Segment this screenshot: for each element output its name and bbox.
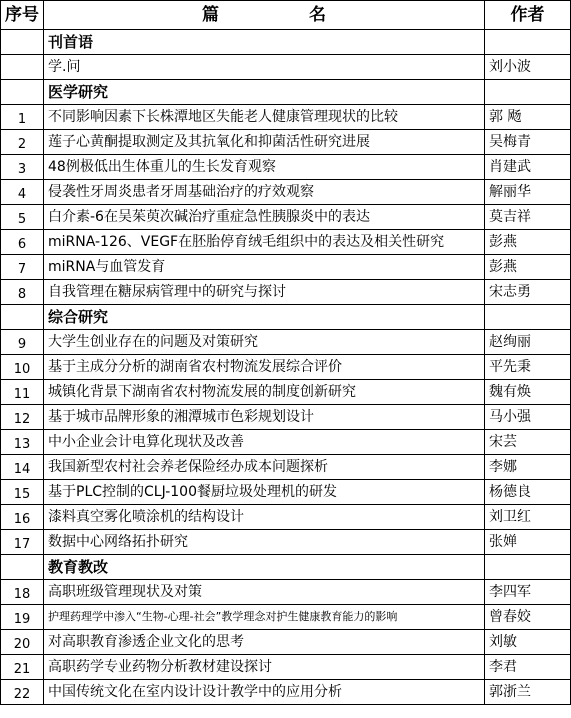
- row-title: 学.问: [44, 55, 485, 80]
- row-title: 我国新型农村社会养老保险经办成本问题探析: [44, 455, 485, 480]
- table-row: [1, 505, 571, 530]
- row-author: 李四军: [485, 580, 571, 605]
- table-row: [1, 55, 571, 80]
- section-title: 综合研究: [44, 305, 485, 330]
- row-author: 曾春姣: [485, 605, 571, 630]
- row-title: 莲子心黄酮提取测定及其抗氧化和抑菌活性研究进展: [44, 130, 485, 155]
- row-title: 基于PLC控制的CLJ-100餐厨垃圾处理机的研发: [44, 480, 485, 505]
- table-row: [1, 455, 571, 480]
- row-author: 平先秉: [485, 355, 571, 380]
- row-author: 宋芸: [485, 430, 571, 455]
- row-title: 大学生创业存在的问题及对策研究: [44, 330, 485, 355]
- table-row: [1, 580, 571, 605]
- row-seq: 5: [1, 205, 44, 230]
- row-author: [485, 555, 571, 580]
- section-title: 刊首语: [44, 30, 485, 55]
- row-title: 漆料真空雾化喷涂机的结构设计: [44, 505, 485, 530]
- row-author: 魏有焕: [485, 380, 571, 405]
- row-author: 马小强: [485, 405, 571, 430]
- row-seq: 3: [1, 155, 44, 180]
- table-row: [1, 230, 571, 255]
- row-author: 宋志勇: [485, 280, 571, 305]
- section-title: 教育教改: [44, 555, 485, 580]
- section-row: [1, 555, 571, 580]
- row-author: 莫吉祥: [485, 205, 571, 230]
- row-author: 解丽华: [485, 180, 571, 205]
- table-row: [1, 105, 571, 130]
- header-title: [44, 1, 485, 30]
- header-author: 作者: [485, 1, 571, 30]
- section-row: [1, 30, 571, 55]
- row-author: 郭浙兰: [485, 680, 571, 705]
- table-row: [1, 605, 571, 630]
- row-author: 彭燕: [485, 255, 571, 280]
- table-row: [1, 330, 571, 355]
- table-row: [1, 680, 571, 705]
- row-seq: 4: [1, 180, 44, 205]
- section-title: 医学研究: [44, 80, 485, 105]
- row-author: 郭 飏: [485, 105, 571, 130]
- row-seq: 9: [1, 330, 44, 355]
- row-title: miRNA-126、VEGF在胚胎停育绒毛组织中的表达及相关性研究: [44, 230, 485, 255]
- row-title: 自我管理在糖尿病管理中的研究与探讨: [44, 280, 485, 305]
- row-seq: 19: [1, 605, 44, 630]
- row-author: 赵绚丽: [485, 330, 571, 355]
- row-author: 刘小波: [485, 55, 571, 80]
- table-row: [1, 630, 571, 655]
- row-seq: 20: [1, 630, 44, 655]
- row-seq: 13: [1, 430, 44, 455]
- table-row: [1, 380, 571, 405]
- row-seq: 2: [1, 130, 44, 155]
- row-author: 彭燕: [485, 230, 571, 255]
- row-author: [485, 80, 571, 105]
- table-row: [1, 430, 571, 455]
- row-seq: [1, 80, 44, 105]
- row-title: 基于城市品牌形象的湘潭城市色彩规划设计: [44, 405, 485, 430]
- table-row: [1, 405, 571, 430]
- header-row: [1, 1, 571, 30]
- row-title: miRNA与血管发育: [44, 255, 485, 280]
- header-seq: 序号: [1, 1, 44, 30]
- row-seq: 16: [1, 505, 44, 530]
- row-author: 李娜: [485, 455, 571, 480]
- row-title: 白介素-6在吴茱萸次碱治疗重症急性胰腺炎中的表达: [44, 205, 485, 230]
- row-title: 高职班级管理现状及对策: [44, 580, 485, 605]
- table-row: [1, 655, 571, 680]
- table-row: [1, 280, 571, 305]
- row-author: 肖建武: [485, 155, 571, 180]
- row-seq: 14: [1, 455, 44, 480]
- table-row: [1, 355, 571, 380]
- row-author: 杨德良: [485, 480, 571, 505]
- row-title: 基于主成分分析的湖南省农村物流发展综合评价: [44, 355, 485, 380]
- row-seq: [1, 555, 44, 580]
- row-seq: 7: [1, 255, 44, 280]
- row-seq: 18: [1, 580, 44, 605]
- toc-body: [1, 1, 571, 705]
- row-title: 高职药学专业药物分析教材建设探讨: [44, 655, 485, 680]
- row-title: 对高职教育渗透企业文化的思考: [44, 630, 485, 655]
- row-seq: 15: [1, 480, 44, 505]
- row-title: 中国传统文化在室内设计设计教学中的应用分析: [44, 680, 485, 705]
- table-row: [1, 155, 571, 180]
- row-seq: 22: [1, 680, 44, 705]
- row-seq: 11: [1, 380, 44, 405]
- row-title: 城镇化背景下湖南省农村物流发展的制度创新研究: [44, 380, 485, 405]
- row-seq: [1, 30, 44, 55]
- row-author: 吴梅青: [485, 130, 571, 155]
- row-title: 不同影响因素下长株潭地区失能老人健康管理现状的比较: [44, 105, 485, 130]
- row-title: 数据中心网络拓扑研究: [44, 530, 485, 555]
- row-author: 刘卫红: [485, 505, 571, 530]
- row-author: 刘敏: [485, 630, 571, 655]
- row-title: 护理药理学中渗入“生物-心理-社会”教学理念对护生健康教育能力的影响: [44, 605, 485, 630]
- row-seq: [1, 305, 44, 330]
- row-title: 中小企业会计电算化现状及改善: [44, 430, 485, 455]
- table-row: [1, 480, 571, 505]
- table-row: [1, 205, 571, 230]
- row-seq: 1: [1, 105, 44, 130]
- header-title-right: 名: [309, 5, 326, 25]
- row-author: [485, 30, 571, 55]
- section-row: [1, 305, 571, 330]
- table-row: [1, 180, 571, 205]
- row-seq: 8: [1, 280, 44, 305]
- row-seq: [1, 55, 44, 80]
- row-seq: 21: [1, 655, 44, 680]
- header-title-left: 篇: [202, 5, 219, 25]
- row-author: 李君: [485, 655, 571, 680]
- section-row: [1, 80, 571, 105]
- row-author: [485, 305, 571, 330]
- row-title: 48例极低出生体重儿的生长发育观察: [44, 155, 485, 180]
- table-row: [1, 130, 571, 155]
- row-seq: 17: [1, 530, 44, 555]
- row-seq: 6: [1, 230, 44, 255]
- row-author: 张婵: [485, 530, 571, 555]
- table-row: [1, 530, 571, 555]
- row-title: 侵袭性牙周炎患者牙周基础治疗的疗效观察: [44, 180, 485, 205]
- row-seq: 10: [1, 355, 44, 380]
- table-row: [1, 255, 571, 280]
- row-seq: 12: [1, 405, 44, 430]
